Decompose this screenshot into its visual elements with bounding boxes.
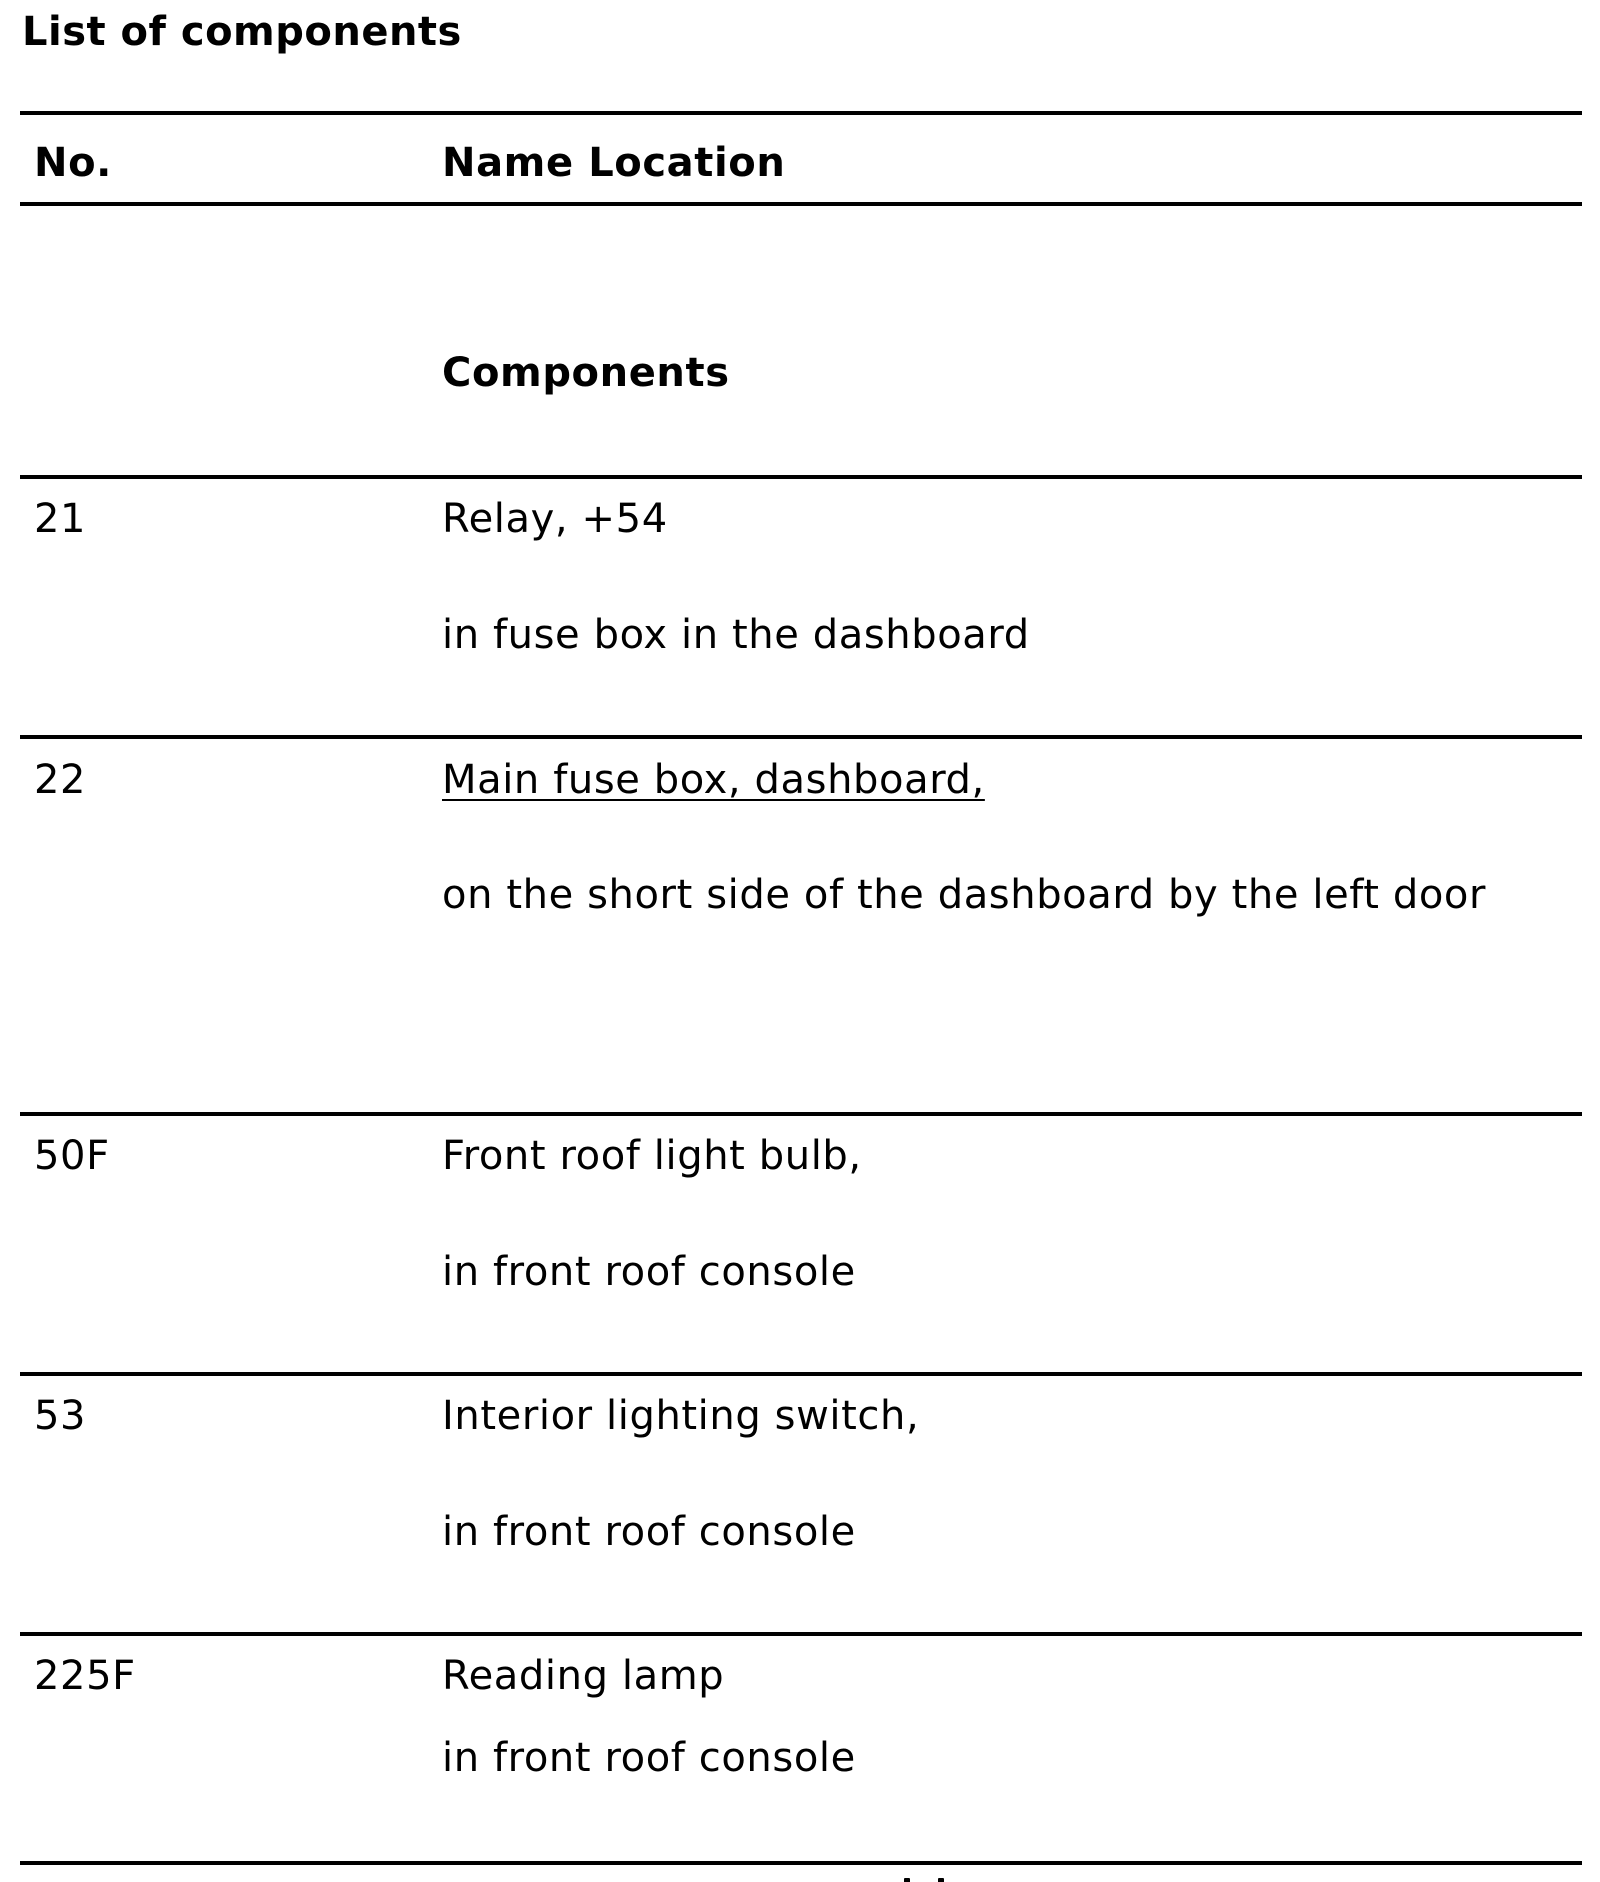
row-location: in fuse box in the dashboard xyxy=(442,612,1030,658)
row-location: in front roof console xyxy=(442,1735,856,1781)
header-bottom-rule xyxy=(20,202,1582,206)
table-top-rule xyxy=(20,111,1582,115)
row-divider xyxy=(20,1632,1582,1636)
row-divider xyxy=(20,475,1582,479)
row-number: 21 xyxy=(34,496,87,542)
row-location: on the short side of the dashboard by the left door xyxy=(442,872,1487,918)
row-location: in front roof console xyxy=(442,1509,856,1555)
table-bottom-rule xyxy=(20,1861,1582,1865)
row-name: Main fuse box, dashboard, xyxy=(442,757,985,803)
row-number: 22 xyxy=(34,757,87,803)
row-number: 53 xyxy=(34,1393,87,1439)
row-location: in front roof console xyxy=(442,1249,856,1295)
row-name: Front roof light bulb, xyxy=(442,1133,862,1179)
header-no: No. xyxy=(34,140,112,186)
row-number: 225F xyxy=(34,1653,136,1699)
row-divider xyxy=(20,1372,1582,1376)
header-name-location: Name Location xyxy=(442,140,786,186)
document-title: List of components xyxy=(22,9,462,55)
row-number: 50F xyxy=(34,1133,110,1179)
cut-off-text-fragment xyxy=(900,1874,960,1882)
row-divider xyxy=(20,735,1582,739)
row-name: Interior lighting switch, xyxy=(442,1393,920,1439)
row-divider xyxy=(20,1112,1582,1116)
section-label-components: Components xyxy=(442,350,730,396)
row-name: Reading lamp xyxy=(442,1653,725,1699)
row-name: Relay, +54 xyxy=(442,496,668,542)
